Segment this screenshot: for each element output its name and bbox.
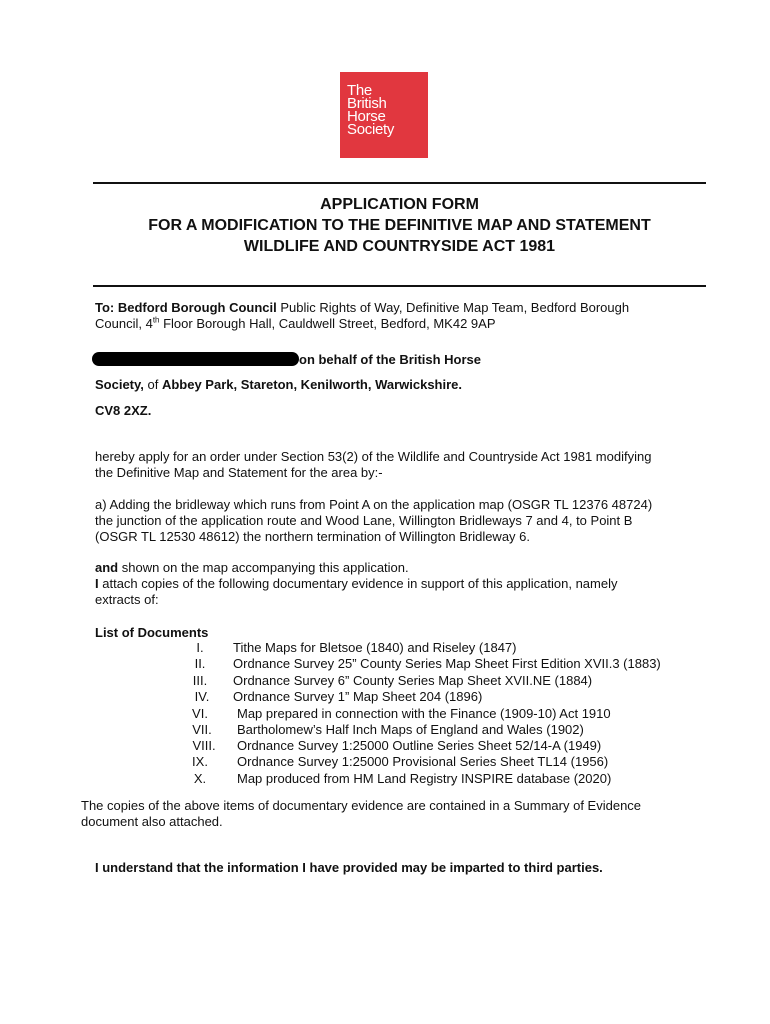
apply-line-2: the Definitive Map and Statement for the area by:-: [95, 465, 383, 480]
item-text: Ordnance Survey 1:25000 Outline Series Sheet 52/14-A (1949): [237, 738, 602, 753]
item-text: Ordnance Survey 1:25000 Provisional Series Sheet TL14 (1956): [237, 754, 609, 769]
addressee-name: To: Bedford Borough Council: [95, 300, 277, 315]
british-horse-society-logo: [340, 72, 428, 158]
summary-line-2: document also attached.: [81, 814, 223, 829]
addressee-line2-a: Council, 4: [95, 316, 153, 331]
applicant-address: Abbey Park, Stareton, Kenilworth, Warwickshire.: [161, 377, 463, 392]
summary-line-1: The copies of the above items of documentary evidence are contained in a Summary of Evidence: [81, 798, 642, 813]
addressee-dept: Public Rights of Way, Definitive Map Team, Bedford Borough: [276, 300, 630, 315]
logo-line: Society: [347, 121, 395, 138]
bottom-divider: [93, 285, 706, 287]
attachment-statement: [95, 560, 617, 608]
item-numeral: III.: [192, 673, 208, 688]
redacted-name: [92, 352, 299, 366]
form-title: [93, 194, 706, 257]
title-line-1: APPLICATION FORM: [320, 196, 479, 213]
addressee-line2-b: Floor Borough Hall, Cauldwell Street, Bedford, MK42 9AP: [159, 316, 496, 331]
applicant-society: Society,: [95, 377, 144, 392]
item-numeral: VI.: [192, 706, 208, 721]
logo-line: British: [347, 95, 387, 112]
modification-line-2: the junction of the application route and Wood Lane, Willington Bridleways 7 and 4, to Point B: [95, 513, 633, 528]
title-line-2: FOR A MODIFICATION TO THE DEFINITIVE MAP AND STATEMENT: [148, 217, 651, 234]
applicant-postcode: CV8 2XZ.: [95, 403, 152, 418]
applicant-of: of: [143, 377, 162, 392]
item-text: Map produced from HM Land Registry INSPIRE database (2020): [237, 771, 612, 786]
item-numeral: II.: [194, 656, 206, 671]
modification-description: [95, 497, 652, 545]
application-statement: [95, 449, 651, 481]
item-numeral: IV.: [194, 689, 210, 704]
logo-line: Horse: [347, 108, 386, 125]
apply-line-1: hereby apply for an order under Section 53(2) of the Wildlife and Countryside Act 1981 modifying: [95, 449, 652, 464]
item-numeral: X.: [193, 771, 207, 786]
item-text: Tithe Maps for Bletsoe (1840) and Riseley (1847): [233, 640, 517, 655]
item-text: Ordnance Survey 1” Map Sheet 204 (1896): [233, 689, 483, 704]
applicant-behalf: on behalf of the British Horse: [299, 352, 482, 367]
item-numeral: VII.: [192, 722, 212, 737]
i-word: I: [95, 576, 99, 591]
modification-line-3: (OSGR TL 12530 48612) the northern termination of Willington Bridleway 6.: [95, 529, 531, 544]
addressee: [95, 300, 629, 332]
consent-statement: I understand that the information I have provided may be imparted to third parties.: [95, 860, 603, 875]
documents-heading: List of Documents: [95, 625, 209, 640]
attach-line-2: attach copies of the following documentary evidence in support of this application, namely: [98, 576, 618, 591]
item-numeral: VIII.: [192, 738, 216, 753]
item-text: Ordnance Survey 25” County Series Map Sheet First Edition XVII.3 (1883): [233, 656, 661, 671]
summary-statement: [81, 798, 641, 830]
attach-line-3: extracts of:: [95, 592, 159, 607]
item-text: Ordnance Survey 6” County Series Map Sheet XVII.NE (1884): [233, 673, 593, 688]
applicant-line-1: [92, 352, 481, 367]
item-numeral: IX.: [192, 754, 208, 769]
top-divider: [93, 182, 706, 184]
item-text: Map prepared in connection with the Finance (1909-10) Act 1910: [237, 706, 611, 721]
addressee-sup: th: [152, 315, 160, 325]
item-numeral: I.: [196, 640, 204, 655]
item-text: Bartholomew’s Half Inch Maps of England and Wales (1902): [237, 722, 584, 737]
applicant-line-2: [95, 377, 462, 392]
and-word: and: [95, 560, 119, 575]
attach-line-1: shown on the map accompanying this application.: [118, 560, 409, 575]
logo-line: The: [347, 82, 372, 99]
modification-line-1: a) Adding the bridleway which runs from Point A on the application map (OSGR TL 12376 48724): [95, 497, 653, 512]
title-line-3: WILDLIFE AND COUNTRYSIDE ACT 1981: [243, 238, 556, 255]
